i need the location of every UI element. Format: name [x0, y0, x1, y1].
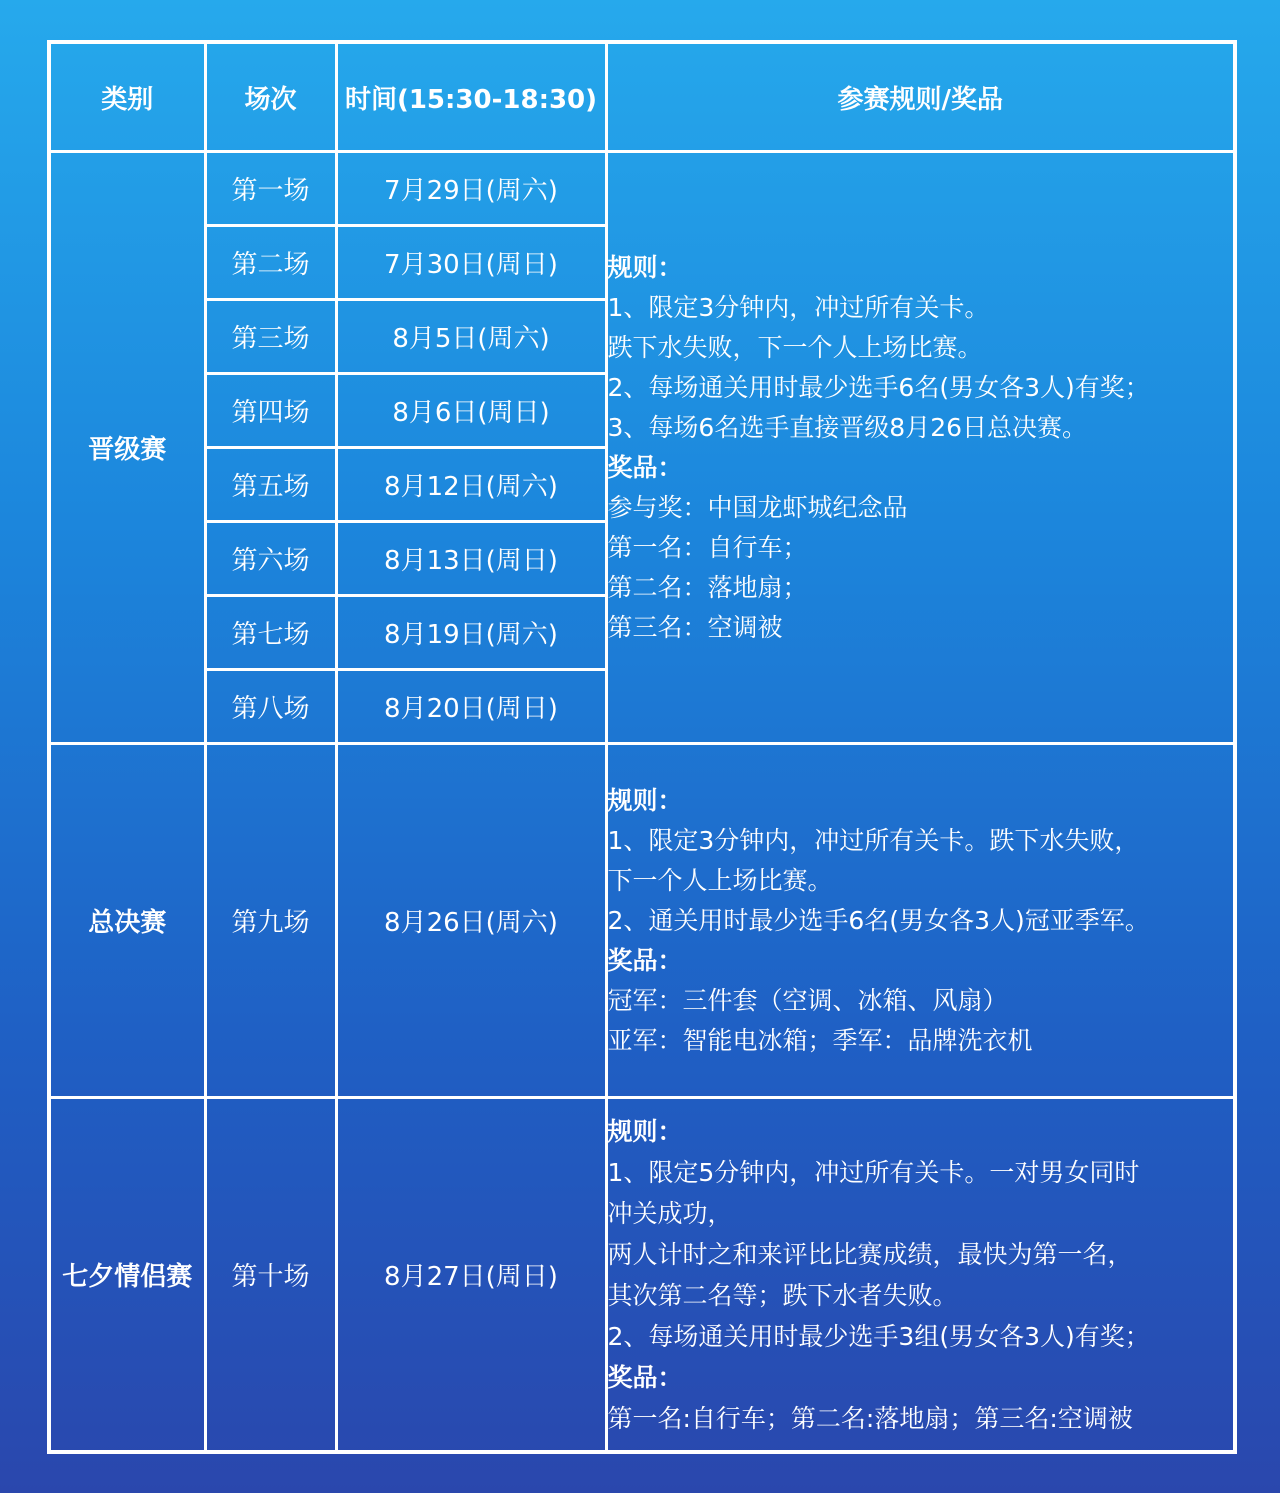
date-cell: 8月13日(周日) — [336, 522, 606, 596]
rules-line: 1、限定5分钟内，冲过所有关卡。一对男女同时 — [607, 1157, 1140, 1187]
category-qualifier: 晋级赛 — [49, 152, 205, 744]
prize-line: 第一名:自行车；第二名:落地扇；第三名:空调被 — [607, 1403, 1133, 1433]
prizes-heading: 奖品： — [607, 452, 683, 482]
schedule-frame — [47, 40, 1233, 1454]
date-cell: 8月19日(周六) — [336, 596, 606, 670]
prize-line: 冠军：三件套（空调、冰箱、风扇） — [607, 985, 1008, 1015]
prize-line: 第二名：落地扇； — [607, 572, 808, 602]
session-cell: 第四场 — [205, 374, 336, 448]
session-cell: 第六场 — [205, 522, 336, 596]
rules-qualifier — [606, 152, 1235, 744]
date-cell: 8月20日(周日) — [336, 670, 606, 744]
date-cell: 7月30日(周日) — [336, 226, 606, 300]
rules-qixi — [606, 1098, 1235, 1453]
session-cell: 第二场 — [205, 226, 336, 300]
date-cell: 8月12日(周六) — [336, 448, 606, 522]
date-cell: 8月26日(周六) — [336, 744, 606, 1098]
date-cell: 7月29日(周六) — [336, 152, 606, 226]
session-cell: 第八场 — [205, 670, 336, 744]
rules-line: 2、通关用时最少选手6名(男女各3人)冠亚季军。 — [607, 905, 1150, 935]
rules-line: 下一个人上场比赛。 — [607, 865, 833, 895]
rules-line: 冲关成功， — [607, 1198, 733, 1228]
prizes-heading: 奖品： — [607, 945, 683, 975]
prize-line: 亚军：智能电冰箱；季军：品牌洗衣机 — [607, 1025, 1033, 1055]
table-row — [49, 152, 1235, 226]
session-cell: 第三场 — [205, 300, 336, 374]
header-rules-prizes: 参赛规则/奖品 — [606, 42, 1235, 152]
rules-line: 2、每场通关用时最少选手6名(男女各3人)有奖； — [607, 372, 1150, 402]
session-cell: 第一场 — [205, 152, 336, 226]
header-session: 场次 — [205, 42, 336, 152]
header-row — [49, 42, 1235, 152]
rules-line: 其次第二名等；跌下水者失败。 — [607, 1280, 958, 1310]
rules-line: 2、每场通关用时最少选手3组(男女各3人)有奖； — [607, 1321, 1150, 1351]
prizes-heading: 奖品： — [607, 1362, 683, 1392]
prize-line: 第三名：空调被 — [607, 612, 783, 642]
session-cell: 第九场 — [205, 744, 336, 1098]
table-row-qixi — [49, 1098, 1235, 1453]
rules-line: 跌下水失败，下一个人上场比赛。 — [607, 332, 983, 362]
table-row-final — [49, 744, 1235, 1098]
rules-final — [606, 744, 1235, 1098]
header-time: 时间(15:30-18:30) — [336, 42, 606, 152]
category-final: 总决赛 — [49, 744, 205, 1098]
rules-line: 两人计时之和来评比比赛成绩，最快为第一名， — [607, 1239, 1133, 1269]
date-cell: 8月6日(周日) — [336, 374, 606, 448]
rules-heading: 规则： — [607, 1116, 683, 1146]
prize-line: 参与奖：中国龙虾城纪念品 — [607, 492, 908, 522]
category-qixi: 七夕情侣赛 — [49, 1098, 205, 1453]
header-category: 类别 — [49, 42, 205, 152]
date-cell: 8月5日(周六) — [336, 300, 606, 374]
session-cell: 第五场 — [205, 448, 336, 522]
session-cell: 第七场 — [205, 596, 336, 670]
rules-line: 3、每场6名选手直接晋级8月26日总决赛。 — [607, 412, 1088, 442]
rules-line: 1、限定3分钟内，冲过所有关卡。 — [607, 292, 990, 322]
session-cell: 第十场 — [205, 1098, 336, 1453]
schedule-table — [47, 40, 1237, 1454]
date-cell: 8月27日(周日) — [336, 1098, 606, 1453]
rules-heading: 规则： — [607, 252, 683, 282]
rules-heading: 规则： — [607, 785, 683, 815]
rules-line: 1、限定3分钟内，冲过所有关卡。跌下水失败， — [607, 825, 1140, 855]
prize-line: 第一名：自行车； — [607, 532, 808, 562]
